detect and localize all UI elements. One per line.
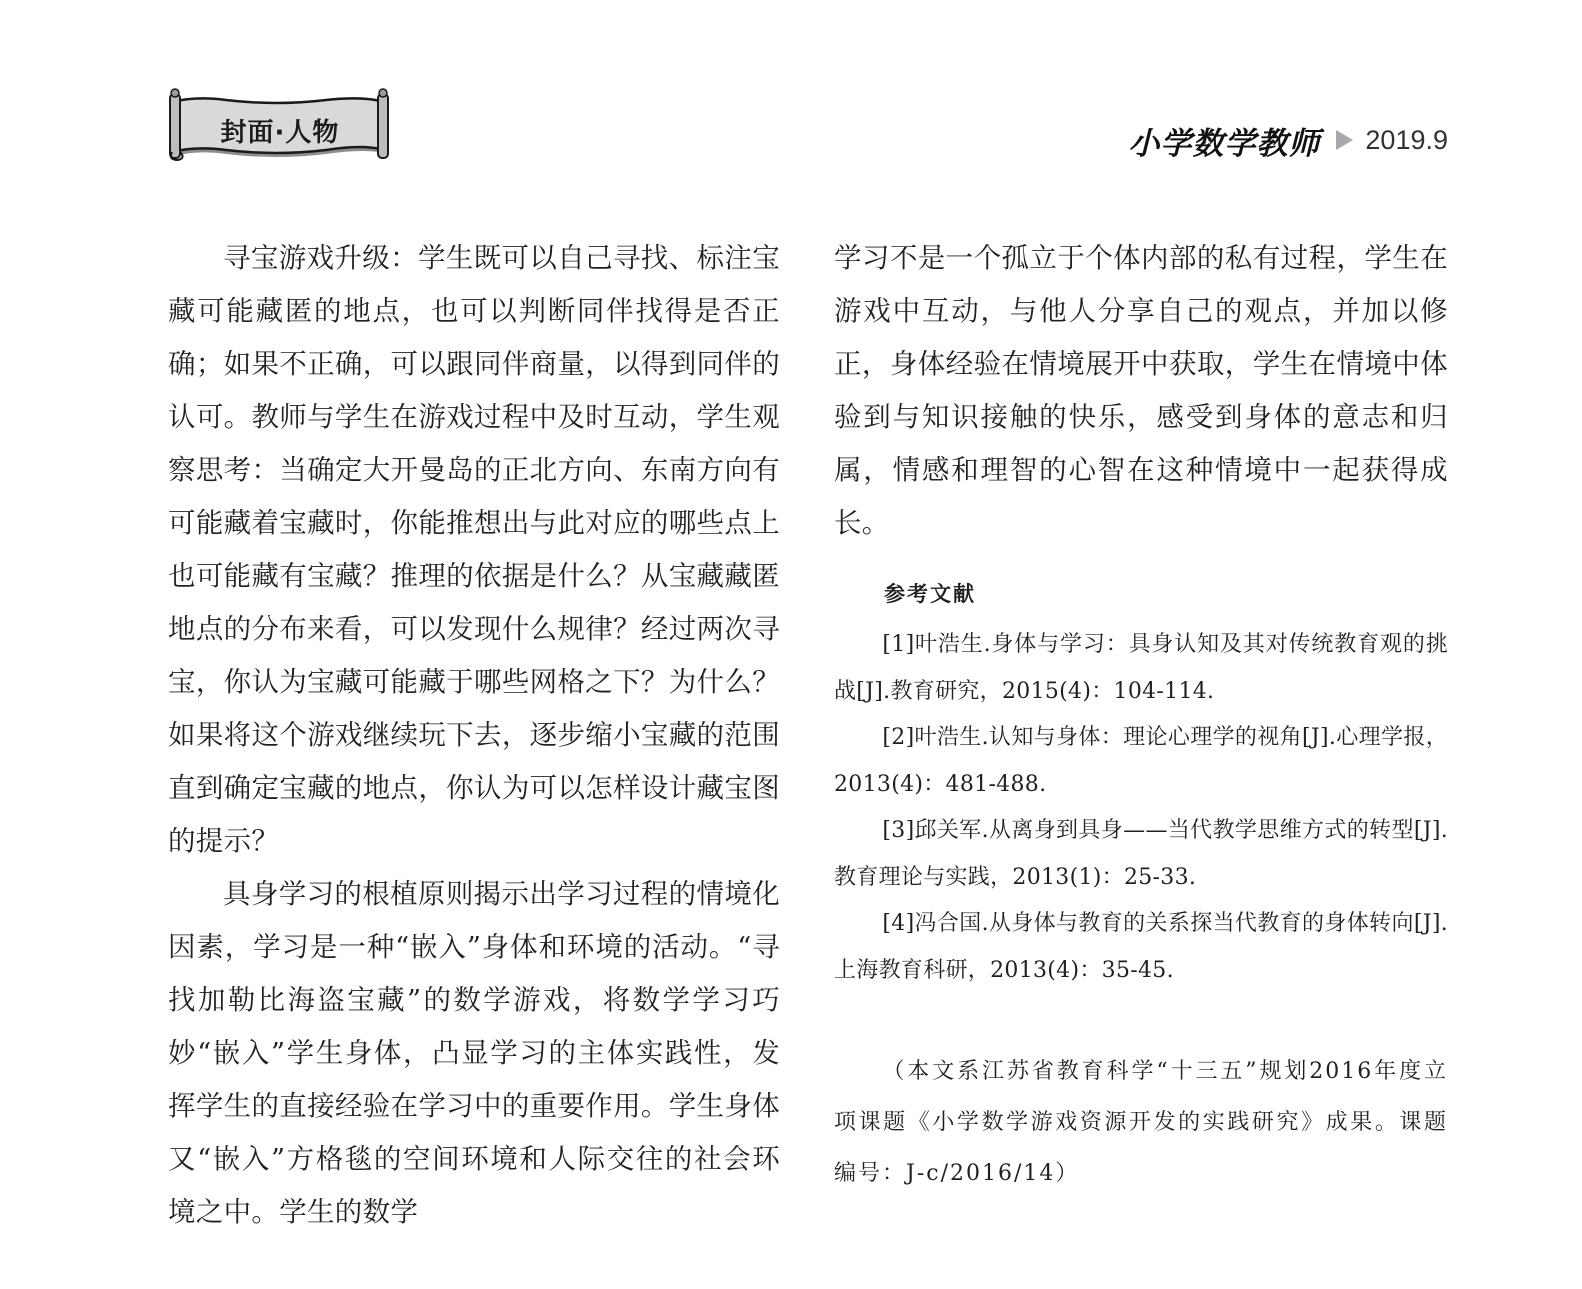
left-column [168, 232, 780, 1239]
reference-item: [3]邱关军.从离身到具身——当代教学思维方式的转型[J].教育理论与实践，2013(1)：25-33. [834, 818, 1448, 890]
reference-item: [1]叶浩生.身体与学习：具身认知及其对传统教育观的挑战[J].教育研究，2015(4)：104-114. [834, 632, 1448, 704]
body-paragraph: 具身学习的根植原则揭示出学习过程的情境化因素，学习是一种“嵌入”身体和环境的活动。“寻找加勒比海盗宝藏”的数学游戏，将数学学习巧妙“嵌入”学生身体，凸显学习的主体实践性，发挥学生的直接经验在学习中的重要作用。学生身体又“嵌入”方格毯的空间环境和人际交往的社会环境之中。学生的数学 [168, 878, 780, 1228]
body-paragraph: 寻宝游戏升级：学生既可以自己寻找、标注宝藏可能藏匿的地点，也可以判断同伴找得是否正确；如果不正确，可以跟同伴商量，以得到同伴的认可。教师与学生在游戏过程中及时互动，学生观察思考：当确定大开曼岛的正北方向、东南方向有可能藏着宝藏时，你能推想出与此对应的哪些点上也可能藏有宝藏？推理的依据是什么？从宝藏藏匿地点的分布来看，可以发现什么规律？经过两次寻宝，你认为宝藏可能藏于哪些网格之下？为什么？如果将这个游戏继续玩下去，逐步缩小宝藏的范围直到确定宝藏的地点，你认为可以怎样设计藏宝图的提示？ [168, 242, 780, 857]
journal-header [1128, 118, 1448, 162]
section-banner [166, 88, 394, 164]
body-paragraph-continued: 学习不是一个孤立于个体内部的私有过程，学生在游戏中互动，与他人分享自己的观点，并加以修正，身体经验在情境展开中获取，学生在情境中体验到与知识接触的快乐，感受到身体的意志和归属，情感和理智的心智在这种情境中一起获得成长。 [834, 242, 1448, 539]
funding-note: （本文系江苏省教育科学“十三五”规划2016年度立项课题《小学数学游戏资源开发的实践研究》成果。课题编号：J-c/2016/14） [834, 1059, 1448, 1186]
reference-item: [4]冯合国.从身体与教育的关系探当代教育的身体转向[J].上海教育科研，2013(4)：35-45. [834, 911, 1448, 983]
right-column [834, 232, 1448, 1199]
issue-number: 2019.9 [1365, 124, 1448, 155]
triangle-arrow-icon [1336, 130, 1353, 150]
section-label: 封面·人物 [220, 118, 340, 148]
journal-name: 小学数学教师 [1128, 125, 1321, 162]
reference-item: [2]叶浩生.认知与身体：理论心理学的视角[J].心理学报，2013(4)：481-488. [834, 725, 1448, 797]
references-heading: 参考文献 [884, 582, 976, 606]
